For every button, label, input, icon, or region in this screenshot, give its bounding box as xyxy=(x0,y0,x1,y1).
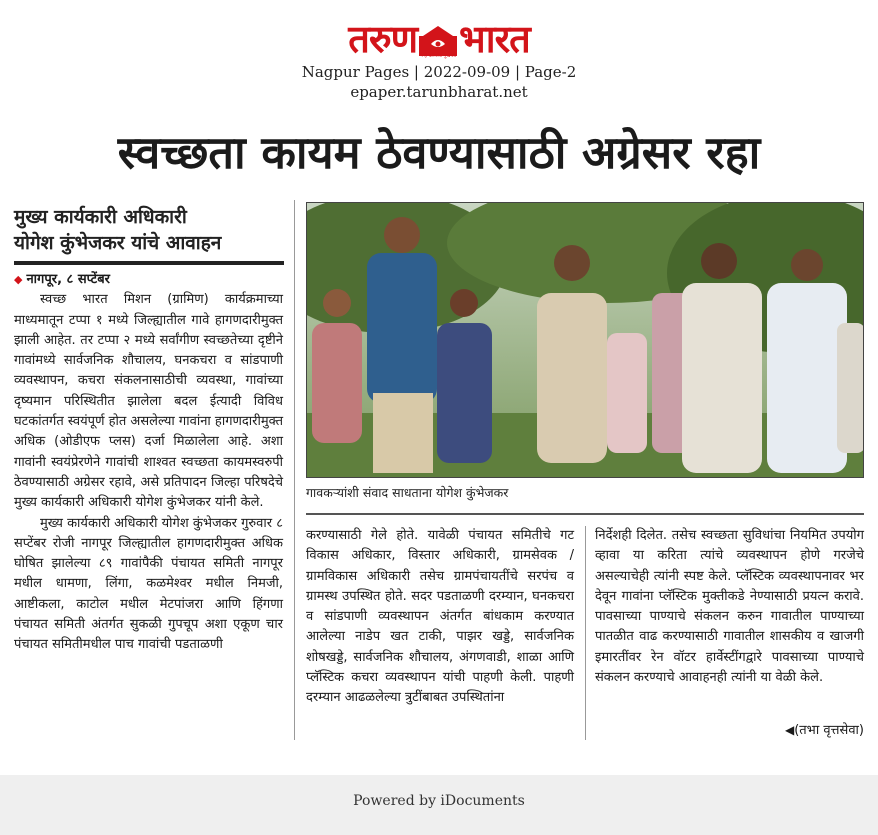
article-photo[interactable] xyxy=(306,202,864,478)
article-headline: स्वच्छता कायम ठेवण्यासाठी अग्रेसर रहा xyxy=(117,126,761,179)
paragraph: करण्यासाठी गेले होते. यावेळी पंचायत समितीचे गट विकास अधिकार, विस्तार अधिकारी, ग्रामसेवक /ग्रामविकास अधिकारी तसेच ग्रामपंचायतींचे सरपंच व ग्रामस्थ उपस्थित होते. सदर पडताळणी दरम्यान, घनकचरा व सांडपाणी व्यवस्थापन अंतर्गत बांधकाम करण्यात आलेल्या नाडेप खत टाकी, पाझर खड्डे, सार्वजनिक शोषखड्डे, सार्वजनिक शौचालय, अंगणवाडी, शाळा आणि प्लॅस्टिक कचरा व्यवस्थापन यांची पाहणी केली. पाहणी दरम्यान आढळलेल्या त्रुटींबाबत उपस्थितांना xyxy=(306,528,574,706)
column-divider xyxy=(585,526,586,740)
logo-word-left: तरुण xyxy=(348,16,418,61)
triangle-left-icon: ◀ xyxy=(784,723,795,737)
credit-text: (तभा वृत्तसेवा) xyxy=(794,723,864,738)
photo-illustration xyxy=(307,203,864,478)
newspaper-logo[interactable] xyxy=(348,14,530,61)
paragraph: निर्देशही दिलेत. तसेच स्वच्छता सुविधांचा नियमित उपयोग व्हावा या करिता त्यांचे व्यवस्थापन होणे गरजेचे असल्याचेही त्यांनी स्पष्ट केले. प्लॅस्टिक व्यवस्थापनावर भर देवून गावांना प्लॅस्टिक मुक्तीकडे नेण्यासाठी प्रयत्न करावे. पावसाच्या पाण्याचे संकलन करुन गावातील पाण्याच्या पातळीत वाढ करण्यासाठी गावातील शासकीय व खाजगी इमारतींवर रेन वॉटर हार्वेस्टींगद्वारे पावसाच्या पाण्याचे संकलन करण्याचे आवाहनही त्यांनी या वेळी केले. xyxy=(595,528,864,686)
powered-by-link[interactable]: Powered by iDocuments xyxy=(353,793,525,809)
dateline: नागपूर, ८ सप्टेंबर xyxy=(26,272,110,287)
subhead-line-1: मुख्य कार्यकारी अधिकारी xyxy=(14,206,187,228)
subhead-rule xyxy=(14,261,284,265)
caption-rule xyxy=(306,513,864,515)
article-column-3 xyxy=(595,526,864,688)
subhead-line-2: योगेश कुंभेजकर यांचे आवाहन xyxy=(14,232,222,254)
footer-bar xyxy=(0,775,878,835)
epaper-site-link[interactable]: epaper.tarunbharat.net xyxy=(350,83,528,101)
photo-caption: गावकऱ्यांशी संवाद साधताना योगेश कुंभेजकर xyxy=(306,485,509,500)
news-credit xyxy=(785,720,864,738)
article-subhead xyxy=(14,204,284,256)
edition-meta: Nagpur Pages | 2022-09-09 | Page-2 xyxy=(301,63,577,81)
article-column-2 xyxy=(306,526,574,709)
paragraph: स्वच्छ भारत मिशन (ग्रामिण) कार्यक्रमाच्या माध्यमातून टप्पा १ मध्ये जिल्ह्यातील गावे हागणदारीमुक्त झाली आहेत. तर टप्पा २ मध्ये सर्वांगीण स्वच्छतेच्या दृष्टीने गावांमध्ये सार्वजनिक शौचालय, घनकचरा व सांडपाणी व्यवस्थापन, कचरा संकलनासाठीची व्यवस्था, गावांच्या दृष्यमान परिस्थितीत झालेला बदल ईत्यादी विविध घटकांतर्गत स्वयंपूर्ण होत असलेल्या गावांना हागणदारीमुक्त अधिक (ओडीएफ प्लस) दर्जा मिळालेला आहे. अशा गावांनी स्वयंप्रेरणेने गावांची शाश्वत स्वच्छता कायमस्वरुपी ठेवण्यासाठी अग्रेसर रहावे, असे प्रतिपादन जिल्हा परिषदेचे मुख्य कार्यकारी अधिकारी योगेश कुंभेजकर यांनी केले. xyxy=(14,292,284,511)
column-divider xyxy=(294,200,295,740)
logo-emblem-icon xyxy=(419,21,457,57)
article-column-1 xyxy=(14,270,283,656)
paragraph: मुख्य कार्यकारी अधिकारी योगेश कुंभेजकर गुरुवार ८ सप्टेंबर रोजी नागपूर जिल्ह्यातील हागणदारीमुक्त अधिक घोषित झालेल्या ८९ गावांपैकी पंचायत समिती नागपूर मधील धामणा, लिंगा, कळमेश्वर मधील निमजी, आष्टीकला, काटोल मधील मेटपांजरा आणि हिंगणा पंचायत समिती अंतर्गत सुकळी गुपचूप अशा एकूण चार पंचायत समितीमधील पाच गावांची पडताळणी xyxy=(14,515,283,653)
dateline-row xyxy=(14,270,283,290)
logo-word-right: भारत xyxy=(459,16,530,61)
logo-tagline: न हे कोणाचे मुखपत्र xyxy=(419,52,457,59)
masthead xyxy=(0,14,878,61)
diamond-bullet-icon: ◆ xyxy=(14,273,23,286)
